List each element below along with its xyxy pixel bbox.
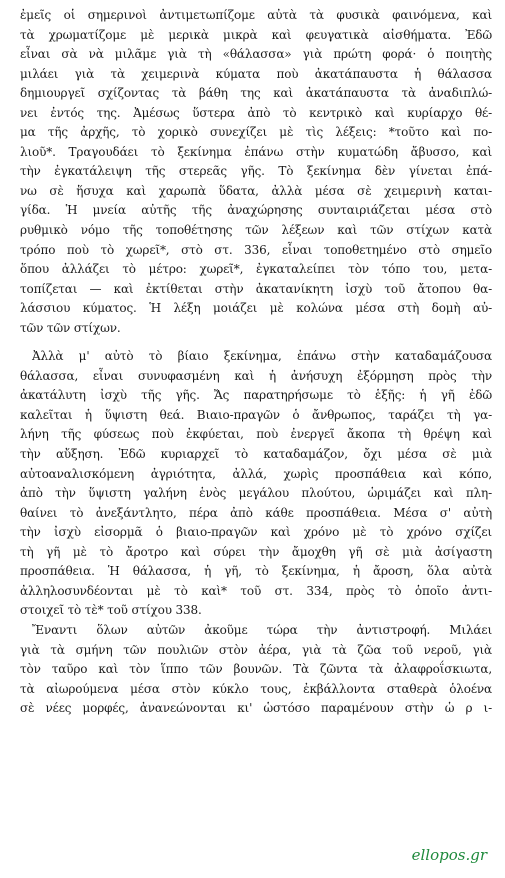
text-line: μα τῆς ἀρχῆς, τὸ χορικὸ συνεχίζει μὲ τὶς λέξεις: *τοῦτο καὶ πο-	[20, 125, 492, 140]
paragraph-gap	[20, 338, 492, 347]
text-line: τὴν αὔξηση. Ἐδῶ κυριαρχεῖ τὸ καταδαμάζον, ὄχι μέσα σὲ μιὰ	[20, 447, 492, 462]
text-line: νω σὲ ἥσυχα καὶ χαρωπὰ ὕδατα, ἀλλὰ μέσα σὲ χειμερινὴ καται-	[20, 183, 492, 198]
text-line: τῶν τῶν στίχων.	[20, 320, 121, 335]
text-line: λάσσιου κύματος. Ἡ λέξη μοιάζει μὲ κολώνα μέσα στὴ δομὴ αὐ-	[20, 301, 492, 316]
text-line: προσπάθεια. Ἡ θάλασσα, ἡ γῆ, τὸ ξεκίνημα, ἡ ἄροση, ὅλα αὐτὰ	[20, 564, 492, 579]
paragraph	[20, 621, 492, 719]
text-line: τὰ χρωματίζομε μὲ μερικὰ μικρὰ καὶ φευγατικὰ αἰσθήματα. Ἐδῶ	[20, 27, 492, 42]
text-line: αὐτοαναλισκόμενη ἀγριότητα, ἀλλά, χωρὶς προσπάθεια καὶ κόπο,	[20, 466, 492, 481]
text-line: θαίνει τὸ ἀνεξάντλητο, πέρα ἀπὸ κάθε προσπάθεια. Μέσα σ' αὐτὴ	[20, 505, 492, 520]
text-line: ἀκατάλυτη ἰσχὺ τῆς γῆς. Ἄς παρατηρήσωμε τὸ ἑξῆς: ἡ γῆ ἐδῶ	[20, 388, 492, 403]
text-line: ἐμεῖς οἱ σημερινοὶ ἀντιμετωπίζομε αὐτὰ τὰ φυσικὰ φαινόμενα, καὶ	[20, 8, 492, 22]
text-line: νει ἐντός της. Ἀμέσως ὕστερα ἀπὸ τὸ κεντρικὸ καὶ κυρίαρχο θέ-	[20, 105, 492, 120]
text-line: μιλάει γιὰ τὰ χειμερινὰ κύματα ποὺ ἀκατάπαυστα ἡ θάλασσα	[20, 66, 492, 81]
text-line: δημιουργεῖ σχίζοντας τὰ βάθη της καὶ ἀκατάπαυστα τὰ ἀναδιπλώ-	[20, 86, 492, 101]
text-line: λιοῦ*. Τραγουδάει τὸ ξεκίνημα ἐπάνω στὴν κυματώδη ἄβυσσο, καὶ	[20, 144, 492, 159]
page-text	[20, 6, 492, 719]
text-line: τὸν ταῦρο καὶ τὸν ἵππο τῶν βουνῶν. Τὰ ζῶντα τὰ ἀλαφροΐσκιωτα,	[20, 662, 492, 677]
text-line: γίδα. Ἡ μνεία αὐτῆς τῆς ἀναχώρησης συνταιριάζεται μέσα στὸ	[20, 203, 492, 218]
text-line: ὅπου ἀλλάζει τὸ μέτρο: χωρεῖ*, ἐγκαταλείπει τὸν τόπο του, μετα-	[20, 262, 492, 277]
text-line: στοιχεῖ τὸ τὲ* τοῦ στίχου 338.	[20, 603, 202, 618]
paragraph	[20, 6, 492, 338]
text-line: τὴ γῆ μὲ τὸ ἄροτρο καὶ σύρει τὴν ἄμοχθη γῆ σὲ μιὰ ἀσίγαστη	[20, 544, 492, 559]
text-line: Ἀλλὰ μ' αὐτὸ τὸ βίαιο ξεκίνημα, ἐπάνω στὴν καταδαμάζουσα	[32, 349, 492, 364]
text-line: ἀλληλοσυνδέονται μὲ τὸ καὶ* τοῦ στ. 334, πρὸς τὸ ὁποῖο ἀντι-	[20, 583, 492, 598]
text-line: τὴν ἐγκατάλειψη τῆς στερεᾶς γῆς. Τὸ ξεκίνημα δὲν γίνεται ἐπά-	[20, 164, 492, 179]
watermark-logo: ellopos.gr	[411, 846, 487, 864]
text-line: τὰ αἰωρούμενα μέσα στὸν κύκλο τους, ἐκβάλλοντα σταθερὰ ὁλοένα	[20, 681, 492, 696]
text-line: ἀπὸ τὴν ὕψιστη γαλήνη ἑνὸς μεγάλου πλούτου, ὡριμάζει καὶ πλη-	[20, 486, 492, 501]
paragraph	[20, 347, 492, 621]
text-line: Ἔναντι ὅλων αὐτῶν ἀκοῦμε τώρα τὴν ἀντιστροφή. Μιλάει	[32, 622, 492, 637]
text-line: θάλασσα, εἶναι συνυφασμένη καὶ ἡ ἀνήσυχη ἐξόρμηση πρὸς τὴν	[20, 368, 492, 383]
text-line: σὲ νέες μορφές, ἀνανεώνονται κι' ὡστόσο παραμένουν στὴν ὡ ρ ι-	[20, 701, 492, 716]
text-line: τὴν ἰσχὺ εἰσορμᾶ ὁ βιαιο-πραγῶν καὶ χρόνο μὲ τὸ χρόνο σχίζει	[20, 525, 492, 540]
text-line: τοπίζεται — καὶ ἐκτίθεται στὴν ἀκατανίκητη ἰσχὺ τοῦ ἄτοπου θα-	[20, 281, 492, 296]
text-line: γιὰ τὰ σμήνη τῶν πουλιῶν στὸν ἀέρα, γιὰ τὰ ζῶα τοῦ νεροῦ, γιὰ	[20, 642, 492, 657]
text-line: τρόπο ποὺ τὸ χωρεῖ*, στὸ στ. 336, εἶναι τοποθετημένο στὸ σημεῖο	[20, 242, 492, 257]
text-line: λήνη τῆς φύσεως ποὺ ἐκφύεται, ποὺ ἐνεργεῖ ἄκοπα τὴ θρέψη καὶ	[20, 427, 492, 442]
text-line: ρυθμικὸ νόμο τῆς τοποθέτησης τῶν λέξεων καὶ τῶν στίχων κατὰ	[20, 223, 492, 238]
text-line: εἶναι σὰ νὰ μιλᾶμε γιὰ τὴ «θάλασσα» γιὰ πρώτη φορά· ὁ ποιητὴς	[20, 47, 492, 62]
text-line: καλεῖται ἡ ὕψιστη θεά. Βιαιο-πραγῶν ὁ ἄνθρωπος, ταράζει τὴ γα-	[20, 407, 492, 422]
